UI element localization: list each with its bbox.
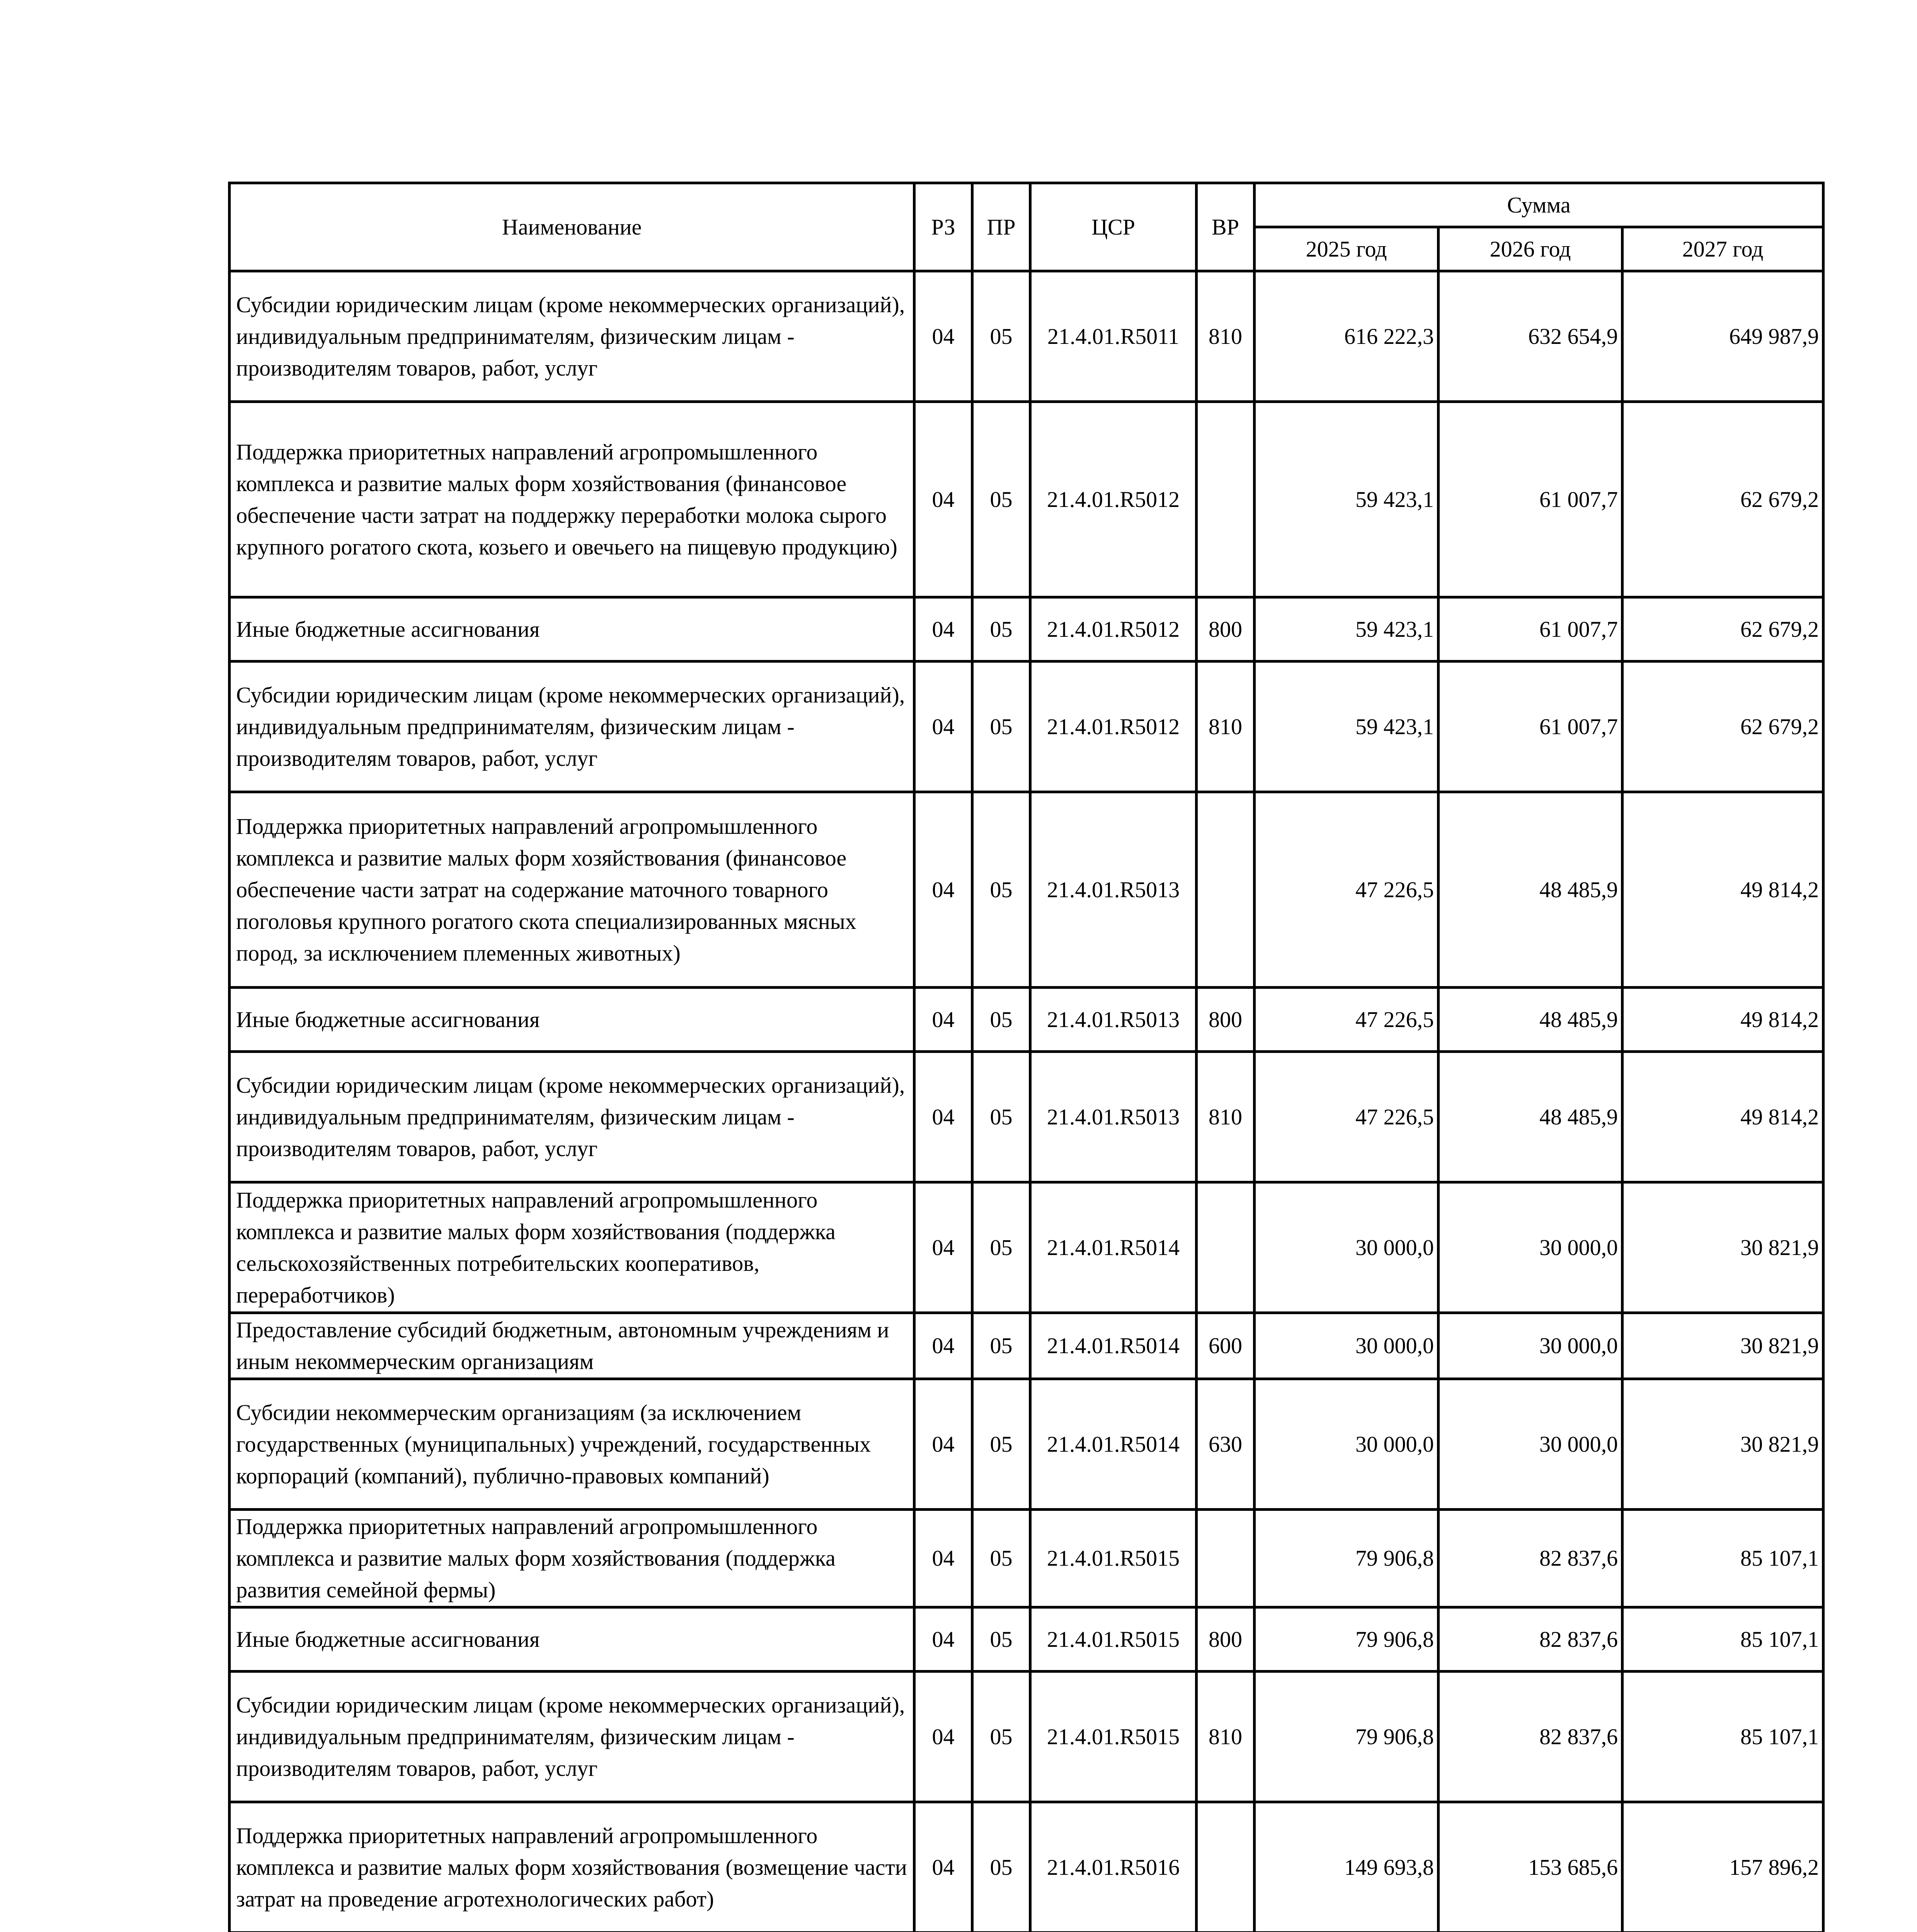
row-amount-2027-cell: 85 107,1 <box>1622 1607 1823 1672</box>
row-amount-2026-cell: 632 654,9 <box>1439 271 1622 402</box>
row-name-cell: Иные бюджетные ассигнования <box>230 1607 914 1672</box>
row-amount-2027-cell: 49 814,2 <box>1622 1052 1823 1182</box>
row-rz-cell: 04 <box>914 597 972 662</box>
row-rz-cell: 04 <box>914 271 972 402</box>
row-amount-2026-cell: 30 000,0 <box>1439 1313 1622 1379</box>
row-rz-cell: 04 <box>914 1510 972 1607</box>
table-row <box>230 1182 1823 1313</box>
row-name-cell: Субсидии юридическим лицам (кроме некоммерческих организаций), индивидуальным предпринимателям, физическим лицам - производителям товаров, работ, услуг <box>230 271 914 402</box>
row-amount-2027-cell: 62 679,2 <box>1622 402 1823 597</box>
row-amount-2027-cell: 157 896,2 <box>1622 1802 1823 1932</box>
row-pr-cell: 05 <box>972 1672 1030 1802</box>
row-amount-2027-cell: 30 821,9 <box>1622 1379 1823 1510</box>
row-rz-cell: 04 <box>914 1313 972 1379</box>
row-rz-cell: 04 <box>914 1672 972 1802</box>
row-pr-cell: 05 <box>972 1379 1030 1510</box>
row-name-cell: Субсидии некоммерческим организациям (за исключением государственных (муниципальных) учреждений, государственных корпораций (компаний), публично-правовых компаний) <box>230 1379 914 1510</box>
row-csr-cell: 21.4.01.R5012 <box>1030 402 1197 597</box>
row-amount-2025-cell: 30 000,0 <box>1255 1379 1439 1510</box>
table-row <box>230 1510 1823 1607</box>
row-pr-cell: 05 <box>972 1313 1030 1379</box>
row-name-cell: Поддержка приоритетных направлений агропромышленного комплекса и развитие малых форм хозяйствования (поддержка сельскохозяйственных потребительских кооперативов, переработчиков) <box>230 1182 914 1313</box>
row-amount-2026-cell: 48 485,9 <box>1439 792 1622 988</box>
row-csr-cell: 21.4.01.R5012 <box>1030 662 1197 792</box>
table-row <box>230 1672 1823 1802</box>
row-amount-2027-cell: 649 987,9 <box>1622 271 1823 402</box>
row-amount-2025-cell: 30 000,0 <box>1255 1182 1439 1313</box>
table-row <box>230 1313 1823 1379</box>
row-amount-2025-cell: 59 423,1 <box>1255 662 1439 792</box>
row-amount-2027-cell: 30 821,9 <box>1622 1182 1823 1313</box>
row-pr-cell: 05 <box>972 1607 1030 1672</box>
row-amount-2025-cell: 79 906,8 <box>1255 1607 1439 1672</box>
row-pr-cell: 05 <box>972 662 1030 792</box>
row-rz-cell: 04 <box>914 792 972 988</box>
row-vr-cell <box>1197 792 1255 988</box>
row-rz-cell: 04 <box>914 1802 972 1932</box>
row-rz-cell: 04 <box>914 1379 972 1510</box>
row-csr-cell: 21.4.01.R5013 <box>1030 1052 1197 1182</box>
row-csr-cell: 21.4.01.R5013 <box>1030 988 1197 1052</box>
row-vr-cell: 800 <box>1197 1607 1255 1672</box>
row-amount-2026-cell: 30 000,0 <box>1439 1379 1622 1510</box>
row-amount-2025-cell: 47 226,5 <box>1255 792 1439 988</box>
row-csr-cell: 21.4.01.R5014 <box>1030 1379 1197 1510</box>
row-name-cell: Субсидии юридическим лицам (кроме некоммерческих организаций), индивидуальным предпринимателям, физическим лицам - производителям товаров, работ, услуг <box>230 662 914 792</box>
row-name-cell: Поддержка приоритетных направлений агропромышленного комплекса и развитие малых форм хозяйствования (поддержка развития семейной фермы) <box>230 1510 914 1607</box>
row-amount-2025-cell: 149 693,8 <box>1255 1802 1439 1932</box>
table-row <box>230 1802 1823 1932</box>
row-rz-cell: 04 <box>914 988 972 1052</box>
row-amount-2027-cell: 49 814,2 <box>1622 988 1823 1052</box>
row-pr-cell: 05 <box>972 988 1030 1052</box>
row-rz-cell: 04 <box>914 402 972 597</box>
row-pr-cell: 05 <box>972 271 1030 402</box>
row-vr-cell: 800 <box>1197 988 1255 1052</box>
row-amount-2026-cell: 153 685,6 <box>1439 1802 1622 1932</box>
table-row <box>230 792 1823 988</box>
row-name-cell: Субсидии юридическим лицам (кроме некоммерческих организаций), индивидуальным предпринимателям, физическим лицам - производителям товаров, работ, услуг <box>230 1052 914 1182</box>
row-vr-cell: 810 <box>1197 662 1255 792</box>
row-pr-cell: 05 <box>972 402 1030 597</box>
row-amount-2027-cell: 30 821,9 <box>1622 1313 1823 1379</box>
row-amount-2026-cell: 30 000,0 <box>1439 1182 1622 1313</box>
row-amount-2025-cell: 59 423,1 <box>1255 597 1439 662</box>
row-amount-2027-cell: 49 814,2 <box>1622 792 1823 988</box>
row-csr-cell: 21.4.01.R5015 <box>1030 1607 1197 1672</box>
row-csr-cell: 21.4.01.R5015 <box>1030 1510 1197 1607</box>
row-amount-2027-cell: 85 107,1 <box>1622 1672 1823 1802</box>
row-name-cell: Субсидии юридическим лицам (кроме некоммерческих организаций), индивидуальным предпринимателям, физическим лицам - производителям товаров, работ, услуг <box>230 1672 914 1802</box>
table-row <box>230 271 1823 402</box>
row-amount-2026-cell: 48 485,9 <box>1439 1052 1622 1182</box>
table-row <box>230 1052 1823 1182</box>
row-pr-cell: 05 <box>972 597 1030 662</box>
table-row <box>230 402 1823 597</box>
row-amount-2027-cell: 85 107,1 <box>1622 1510 1823 1607</box>
table-row <box>230 988 1823 1052</box>
row-vr-cell: 630 <box>1197 1379 1255 1510</box>
header-year-2026: 2026 год <box>1439 227 1622 271</box>
row-rz-cell: 04 <box>914 1052 972 1182</box>
header-rz: РЗ <box>914 183 972 271</box>
row-rz-cell: 04 <box>914 1607 972 1672</box>
table-row <box>230 1379 1823 1510</box>
header-vr: ВР <box>1197 183 1255 271</box>
row-csr-cell: 21.4.01.R5014 <box>1030 1182 1197 1313</box>
row-csr-cell: 21.4.01.R5014 <box>1030 1313 1197 1379</box>
row-name-cell: Поддержка приоритетных направлений агропромышленного комплекса и развитие малых форм хозяйствования (финансовое обеспечение части затрат на содержание маточного товарного поголовья крупного рогатого скота специализированных мясных пород, за исключением племенных животных) <box>230 792 914 988</box>
row-rz-cell: 04 <box>914 662 972 792</box>
table-row <box>230 662 1823 792</box>
row-amount-2026-cell: 61 007,7 <box>1439 597 1622 662</box>
row-pr-cell: 05 <box>972 1510 1030 1607</box>
row-csr-cell: 21.4.01.R5013 <box>1030 792 1197 988</box>
row-csr-cell: 21.4.01.R5012 <box>1030 597 1197 662</box>
row-pr-cell: 05 <box>972 1182 1030 1313</box>
row-name-cell: Поддержка приоритетных направлений агропромышленного комплекса и развитие малых форм хозяйствования (возмещение части затрат на проведение агротехнологических работ) <box>230 1802 914 1932</box>
row-amount-2025-cell: 47 226,5 <box>1255 1052 1439 1182</box>
row-amount-2025-cell: 616 222,3 <box>1255 271 1439 402</box>
row-vr-cell <box>1197 1802 1255 1932</box>
row-amount-2025-cell: 79 906,8 <box>1255 1672 1439 1802</box>
row-pr-cell: 05 <box>972 1802 1030 1932</box>
row-amount-2026-cell: 61 007,7 <box>1439 662 1622 792</box>
header-pr: ПР <box>972 183 1030 271</box>
row-name-cell: Иные бюджетные ассигнования <box>230 597 914 662</box>
row-amount-2026-cell: 82 837,6 <box>1439 1672 1622 1802</box>
row-pr-cell: 05 <box>972 1052 1030 1182</box>
row-vr-cell <box>1197 1182 1255 1313</box>
header-year-2027: 2027 год <box>1622 227 1823 271</box>
row-amount-2027-cell: 62 679,2 <box>1622 662 1823 792</box>
row-name-cell: Предоставление субсидий бюджетным, автономным учреждениям и иным некоммерческим организациям <box>230 1313 914 1379</box>
row-amount-2026-cell: 61 007,7 <box>1439 402 1622 597</box>
row-amount-2025-cell: 47 226,5 <box>1255 988 1439 1052</box>
row-amount-2025-cell: 30 000,0 <box>1255 1313 1439 1379</box>
row-vr-cell <box>1197 402 1255 597</box>
row-pr-cell: 05 <box>972 792 1030 988</box>
row-amount-2026-cell: 48 485,9 <box>1439 988 1622 1052</box>
row-name-cell: Иные бюджетные ассигнования <box>230 988 914 1052</box>
header-csr: ЦСР <box>1030 183 1197 271</box>
table-row <box>230 597 1823 662</box>
row-vr-cell: 810 <box>1197 271 1255 402</box>
row-csr-cell: 21.4.01.R5015 <box>1030 1672 1197 1802</box>
header-name: Наименование <box>230 183 914 271</box>
row-csr-cell: 21.4.01.R5011 <box>1030 271 1197 402</box>
row-csr-cell: 21.4.01.R5016 <box>1030 1802 1197 1932</box>
header-sum: Сумма <box>1255 183 1823 227</box>
row-vr-cell: 800 <box>1197 597 1255 662</box>
row-amount-2026-cell: 82 837,6 <box>1439 1510 1622 1607</box>
table-row <box>230 1607 1823 1672</box>
budget-table <box>228 182 1825 1932</box>
header-year-2025: 2025 год <box>1255 227 1439 271</box>
row-name-cell: Поддержка приоритетных направлений агропромышленного комплекса и развитие малых форм хозяйствования (финансовое обеспечение части затрат на поддержку переработки молока сырого крупного рогатого скота, козьего и овечьего на пищевую продукцию) <box>230 402 914 597</box>
table-header-row <box>230 183 1823 227</box>
row-amount-2027-cell: 62 679,2 <box>1622 597 1823 662</box>
row-amount-2026-cell: 82 837,6 <box>1439 1607 1622 1672</box>
row-rz-cell: 04 <box>914 1182 972 1313</box>
table-body <box>230 271 1823 1932</box>
row-amount-2025-cell: 59 423,1 <box>1255 402 1439 597</box>
row-vr-cell: 810 <box>1197 1672 1255 1802</box>
row-vr-cell: 810 <box>1197 1052 1255 1182</box>
row-amount-2025-cell: 79 906,8 <box>1255 1510 1439 1607</box>
row-vr-cell <box>1197 1510 1255 1607</box>
row-vr-cell: 600 <box>1197 1313 1255 1379</box>
